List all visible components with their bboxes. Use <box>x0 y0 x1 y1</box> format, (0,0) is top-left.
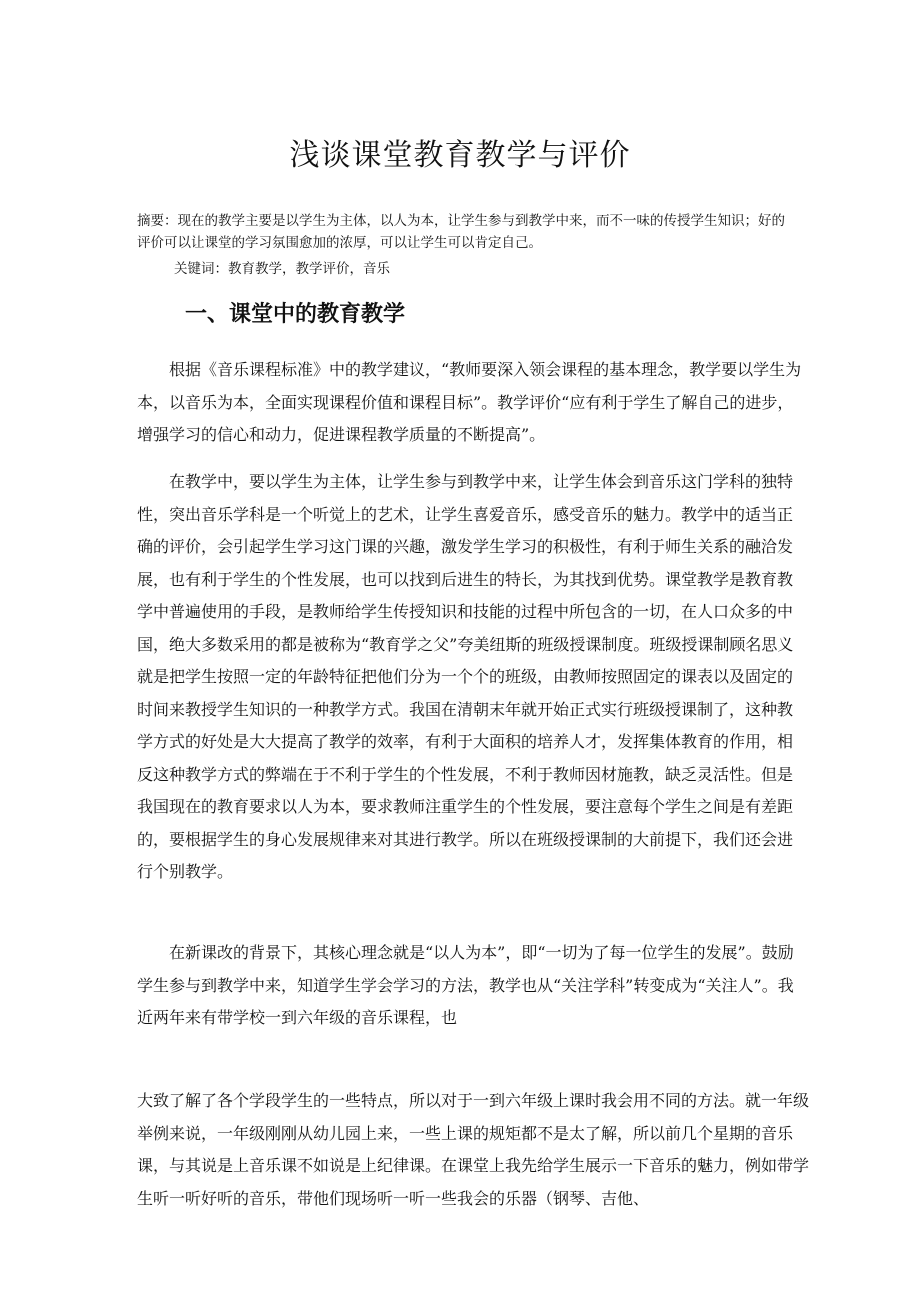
document-title: 浅谈课堂教育教学与评价 <box>289 138 631 173</box>
section-heading: 一、课堂中的教育教学 <box>185 302 406 327</box>
paragraph: 在教学中，要以学生为主体，让学生参与到教学中来，让学生体会到音乐这门学科的独特性，突出音乐学科是一个听觉上的艺术，让学生喜爱音乐，感受音乐的魅力。教学中的适当正确的评价，会引起学生学习这门课的兴趣，激发学生学习的积极性，有利于师生关系的融洽发展，也有利于学生的个性发展，也可以找到后进生的特长，为其找到优势。课堂教学是教育教学中普遍使用的手段，是教师给学生传授知识和技能的过程中所包含的一切，在人口众多的中国，绝大多数采用的都是被称为“教育学之父”夸美纽斯的班级授课制度。班级授课制顾名思义就是把学生按照一定的年龄特征把他们分为一个个的班级，由教师按照固定的课表以及固定的时间来教授学生知识的一种教学方式。我国在清朝末年就开始正式实行班级授课制了，这种教学方式的好处是大大提高了教学的效率，有利于大面积的培养人才，发挥集体教育的作用，相反这种教学方式的弊端在于不利于学生的个性发展，不利于教师因材施教，缺乏灵活性。但是我国现在的教育要求以人为本，要求教师注重学生的个性发展，要注意每个学生之间是有差距的，要根据学生的身心发展规律来对其进行教学。所以在班级授课制的大前提下，我们还会进行个别教学。 <box>137 472 794 881</box>
paragraph: 在新课改的背景下，其核心理念就是“以人为本”，即“一切为了每一位学生的发展”。鼓励学生参与到教学中来，知道学生学会学习的方法，教学也从“关注学科”转变成为“关注人”。我近两年来有带学校一到六年级的音乐课程，也 <box>137 943 794 1027</box>
abstract: 摘要：现在的教学主要是以学生为主体，以人为本，让学生参与到教学中来，而不一味的传授学生知识；好的评价可以让课堂的学习氛围愈加的浓厚，可以让学生可以肯定自己。 <box>137 213 785 251</box>
paragraph: 根据《音乐课程标准》中的教学建议，“教师要深入领会课程的基本理念，教学要以学生为本，以音乐为本，全面实现课程价值和课程目标”。教学评价“应有利于学生了解自己的进步，增强学习的信心和动力，促进课程教学质量的不断提高”。 <box>137 360 802 444</box>
keywords: 关键词：教育教学，教学评价，音乐 <box>174 261 390 277</box>
paragraph: 大致了解了各个学段学生的一些特点，所以对于一到六年级上课时我会用不同的方法。就一年级举例来说，一年级刚刚从幼儿园上来，一些上课的规矩都不是太了解，所以前几个星期的音乐课，与其说是上音乐课不如说是上纪律课。在课堂上我先给学生展示一下音乐的魅力，例如带学生听一听好听的音乐，带他们现场听一听一些我会的乐器（钢琴、吉他、 <box>137 1091 810 1208</box>
